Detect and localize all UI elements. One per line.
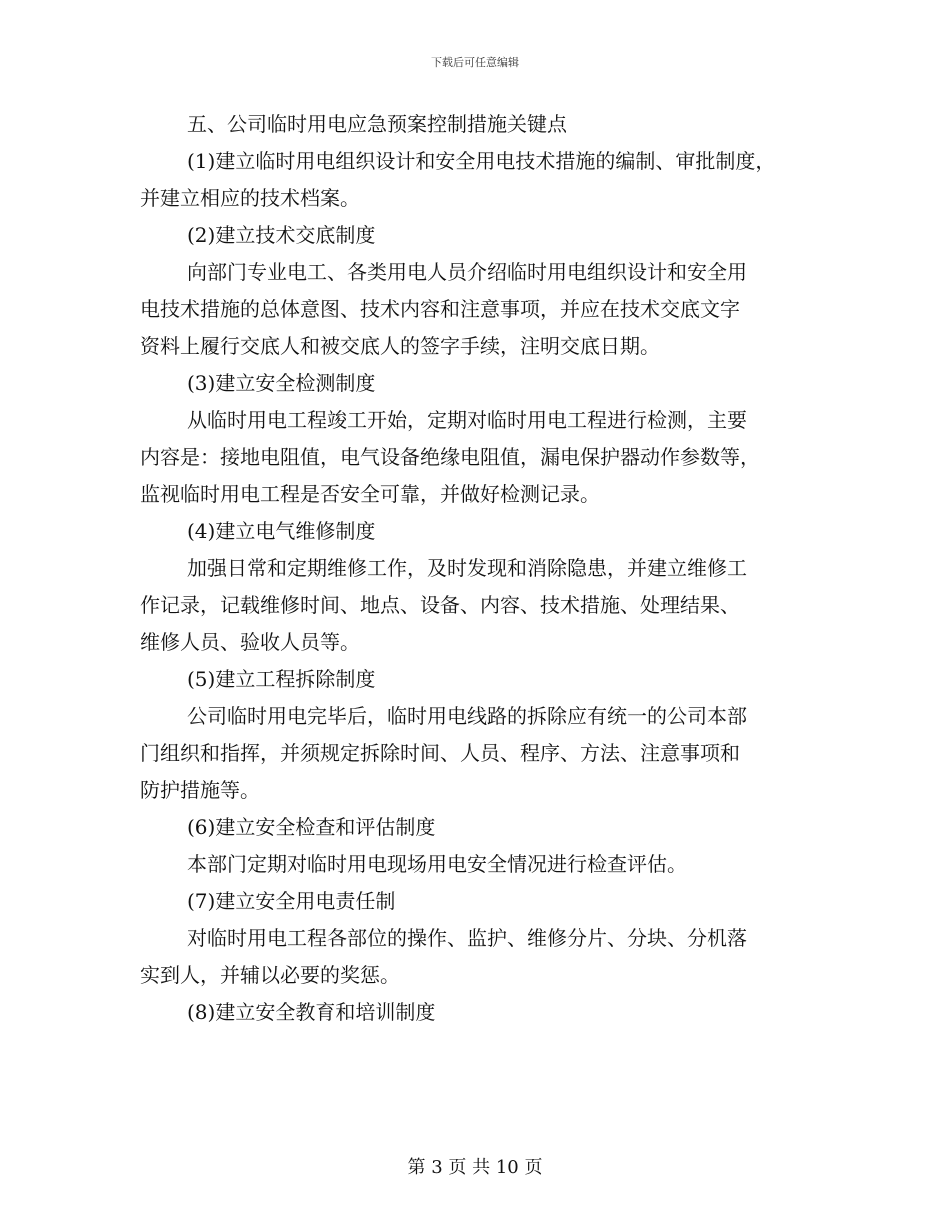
paragraph-line: 从临时用电工程竣工开始，定期对临时用电工程进行检测，主要	[187, 408, 747, 432]
page-number-footer: 第 3 页 共 10 页	[407, 1157, 543, 1178]
paragraph-line: 向部门专业电工、各类用电人员介绍临时用电组织设计和安全用	[187, 260, 747, 284]
paragraph-line: 内容是：接地电阻值，电气设备绝缘电阻值，漏电保护器动作参数等，	[140, 445, 760, 469]
paragraph-line: 公司临时用电完毕后，临时用电线路的拆除应有统一的公司本部	[187, 704, 747, 728]
paragraph-line: 加强日常和定期维修工作，及时发现和消除隐患，并建立维修工	[187, 556, 747, 580]
paragraph-line: 本部门定期对临时用电现场用电安全情况进行检查评估。	[187, 852, 687, 876]
document-body	[140, 106, 810, 1031]
subsection-heading: (3)建立安全检测制度	[187, 371, 376, 395]
paragraph-line: 门组织和指挥，并须规定拆除时间、人员、程序、方法、注意事项和	[140, 741, 740, 765]
subsection-heading: (5)建立工程拆除制度	[187, 667, 376, 691]
paragraph-line: 维修人员、验收人员等。	[140, 630, 360, 654]
section-heading: 五、公司临时用电应急预案控制措施关键点	[187, 112, 567, 136]
paragraph-line: 实到人，并辅以必要的奖惩。	[140, 963, 400, 987]
subsection-heading: (7)建立安全用电责任制	[187, 889, 396, 913]
paragraph-line: 电技术措施的总体意图、技术内容和注意事项，并应在技术交底文字	[140, 297, 740, 321]
paragraph-line: 作记录，记载维修时间、地点、设备、内容、技术措施、处理结果、	[140, 593, 740, 617]
subsection-heading: (6)建立安全检查和评估制度	[187, 815, 436, 839]
paragraph-line: 资料上履行交底人和被交底人的签字手续，注明交底日期。	[140, 334, 660, 358]
paragraph-line: 防护措施等。	[140, 778, 260, 802]
paragraph-line: (1)建立临时用电组织设计和安全用电技术措施的编制、审批制度，	[187, 149, 776, 173]
paragraph-line: 对临时用电工程各部位的操作、监护、维修分片、分块、分机落	[187, 926, 747, 950]
subsection-heading: (4)建立电气维修制度	[187, 519, 376, 543]
paragraph-line: 并建立相应的技术档案。	[140, 186, 360, 210]
page-header-note: 下载后可任意编辑	[431, 56, 519, 69]
subsection-heading: (8)建立安全教育和培训制度	[187, 1000, 436, 1024]
paragraph-line: 监视临时用电工程是否安全可靠，并做好检测记录。	[140, 482, 600, 506]
subsection-heading: (2)建立技术交底制度	[187, 223, 376, 247]
